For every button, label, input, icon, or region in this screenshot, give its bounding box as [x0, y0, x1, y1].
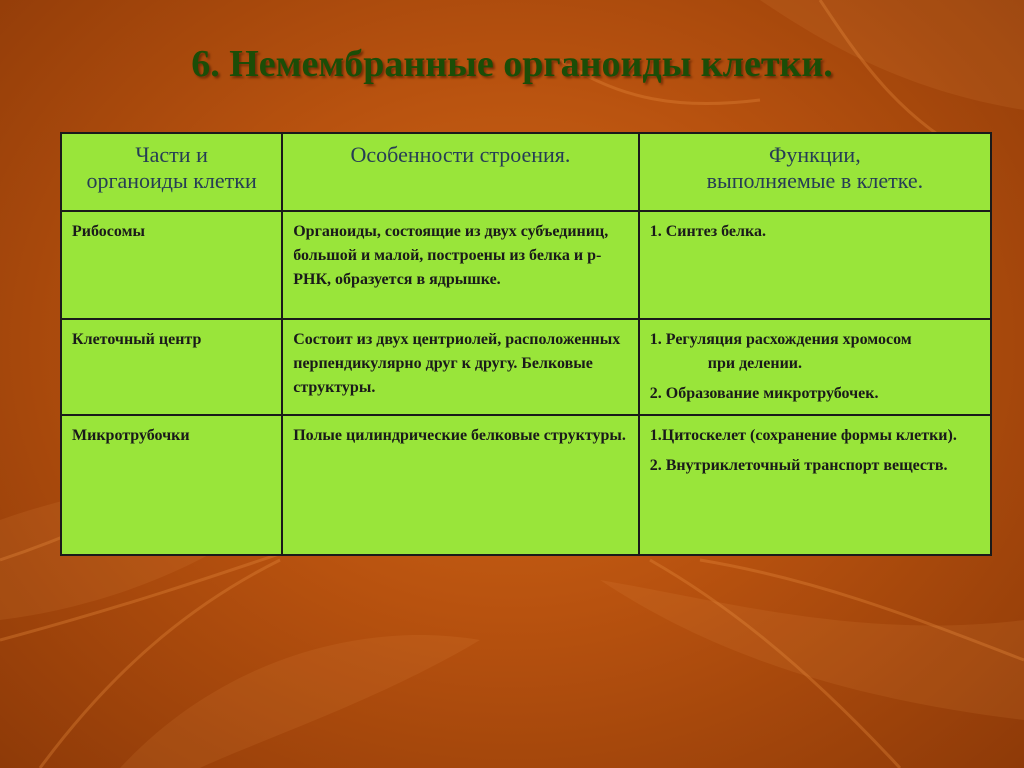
function-item-line2: при делении. [707, 355, 803, 372]
header-functions-line2: выполняемые в клетке. [706, 168, 924, 193]
table-header-row [61, 133, 991, 211]
organoids-table-container [60, 132, 992, 556]
table-row [61, 211, 991, 319]
function-item: 1.Цитоскелет (сохранение формы клетки). [649, 427, 957, 444]
header-parts-line2: органоиды клетки [86, 168, 257, 193]
cell-functions-cell-center [639, 319, 991, 415]
table-row [61, 319, 991, 415]
function-item: 1. Синтез белка. [649, 223, 766, 240]
function-item-line1: 1. Регуляция расхождения хромосом [649, 331, 912, 348]
table-row [61, 415, 991, 555]
function-item: 2. Внутриклеточный транспорт веществ. [649, 457, 948, 474]
cell-part-microtubules: Микротрубочки [61, 415, 282, 555]
cell-functions-microtubules [639, 415, 991, 555]
cell-structure-cell-center: Состоит из двух центриолей, расположенных перпендикулярно друг к другу. Белковые структуры. [282, 319, 639, 415]
cell-structure-microtubules: Полые цилиндрические белковые структуры. [282, 415, 639, 555]
cell-structure-ribosomes: Органоиды, состоящие из двух субъединиц, большой и малой, построены из белка и р-РНК, образуется в ядрышке. [282, 211, 639, 319]
header-structure-line1: Особенности строения. [350, 142, 571, 167]
organoids-table [60, 132, 992, 556]
header-parts-line1: Части и [135, 142, 208, 167]
slide-title: 6. Немембранные органоиды клетки. [191, 43, 833, 85]
function-item: 2. Образование микротрубочек. [649, 385, 879, 402]
header-functions [639, 133, 991, 211]
cell-functions-ribosomes [639, 211, 991, 319]
header-parts [61, 133, 282, 211]
cell-part-ribosomes: Рибосомы [61, 211, 282, 319]
header-functions-line1: Функции, [769, 142, 861, 167]
cell-part-cell-center: Клеточный центр [61, 319, 282, 415]
header-structure [282, 133, 639, 211]
